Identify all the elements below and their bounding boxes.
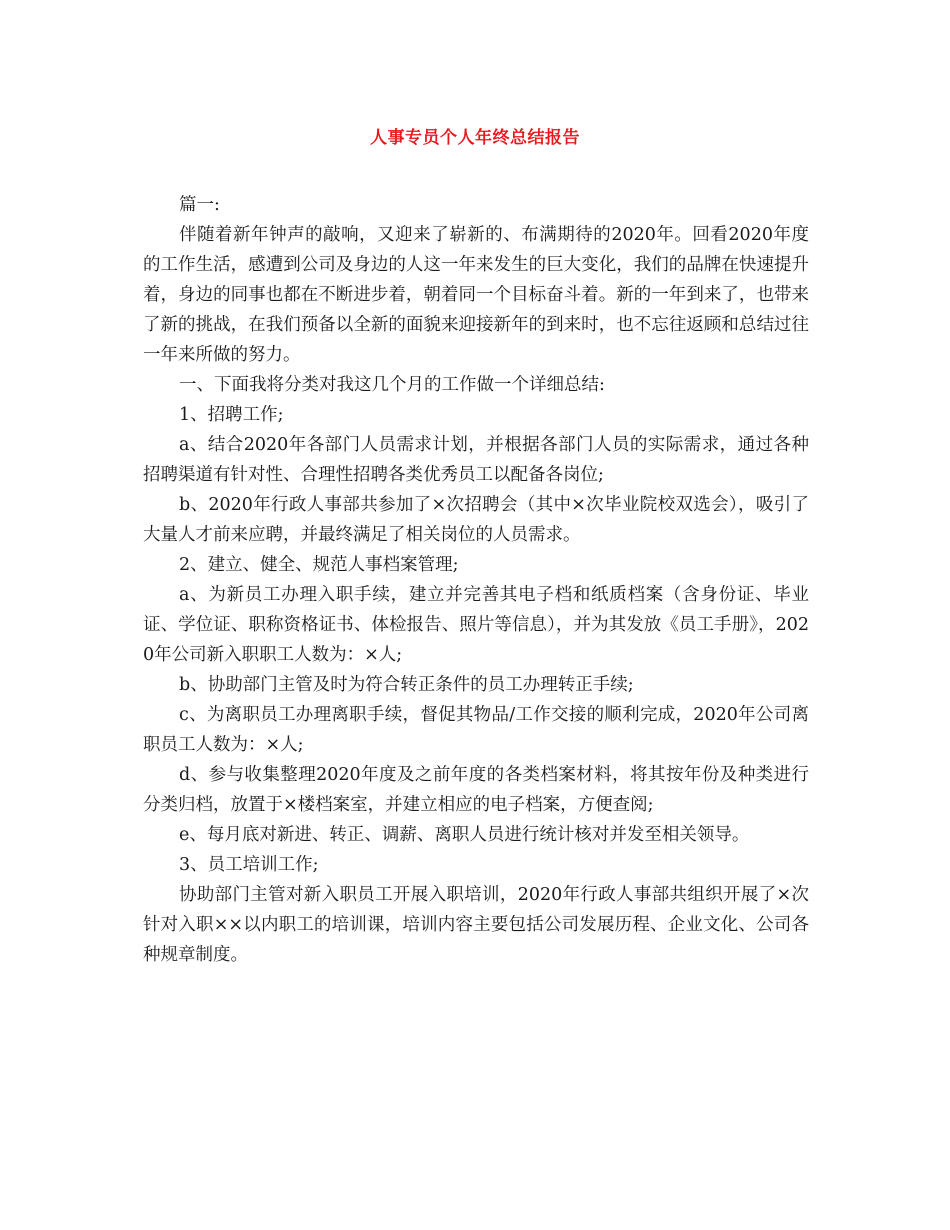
paragraph-archives-a: a、为新员工办理入职手续，建立并完善其电子档和纸质档案（含身份证、毕业证、学位证、职称资格证书、体检报告、照片等信息），并为其发放《员工手册》，2020年公司新入职职工人数为：×人; [143,585,809,665]
paragraph-archives-c: c、为离职员工办理离职手续，督促其物品/工作交接的顺利完成，2020年公司离职员工人数为：×人; [143,705,809,755]
paragraph-recruitment-b: b、2020年行政人事部共参加了×次招聘会（其中×次毕业院校双选会），吸引了大量人才前来应聘，并最终满足了相关岗位的人员需求。 [143,495,809,545]
document-body [143,190,809,970]
paragraph-training: 协助部门主管对新入职员工开展入职培训，2020年行政人事部共组织开展了×次针对入职××以内职工的培训课，培训内容主要包括公司发展历程、企业文化、公司各种规章制度。 [143,885,809,965]
paragraph-archives-e: e、每月底对新进、转正、调薪、离职人员进行统计核对并发至相关领导。 [179,825,750,845]
paragraph-archives-d: d、参与收集整理2020年度及之前年度的各类档案材料，将其按年份及种类进行分类归档，放置于×楼档案室，并建立相应的电子档案，方便查阅; [143,765,809,815]
paragraph-archives-b: b、协助部门主管及时为符合转正条件的员工办理转正手续; [179,675,634,695]
paragraph-section-label: 篇一: [179,195,220,215]
paragraph-heading-summary: 一、下面我将分类对我这几个月的工作做一个详细总结: [179,375,605,395]
paragraph-heading-archives: 2、建立、健全、规范人事档案管理; [179,555,459,575]
paragraph-heading-training: 3、员工培训工作; [179,855,319,875]
document-title: 人事专员个人年终总结报告 [370,128,580,148]
paragraph-heading-recruitment: 1、招聘工作; [179,405,284,425]
paragraph-recruitment-a: a、结合2020年各部门人员需求计划，并根据各部门人员的实际需求，通过各种招聘渠道有针对性、合理性招聘各类优秀员工以配备各岗位; [143,435,809,485]
paragraph-intro: 伴随着新年钟声的敲响，又迎来了崭新的、布满期待的2020年。回看2020年度的工作生活，感遭到公司及身边的人这一年来发生的巨大变化，我们的品牌在快速提升着，身边的同事也都在不断进步着，朝着同一个目标奋斗着。新的一年到来了，也带来了新的挑战，在我们预备以全新的面貌来迎接新年的到来时，也不忘往返顾和总结过往一年来所做的努力。 [143,225,809,365]
